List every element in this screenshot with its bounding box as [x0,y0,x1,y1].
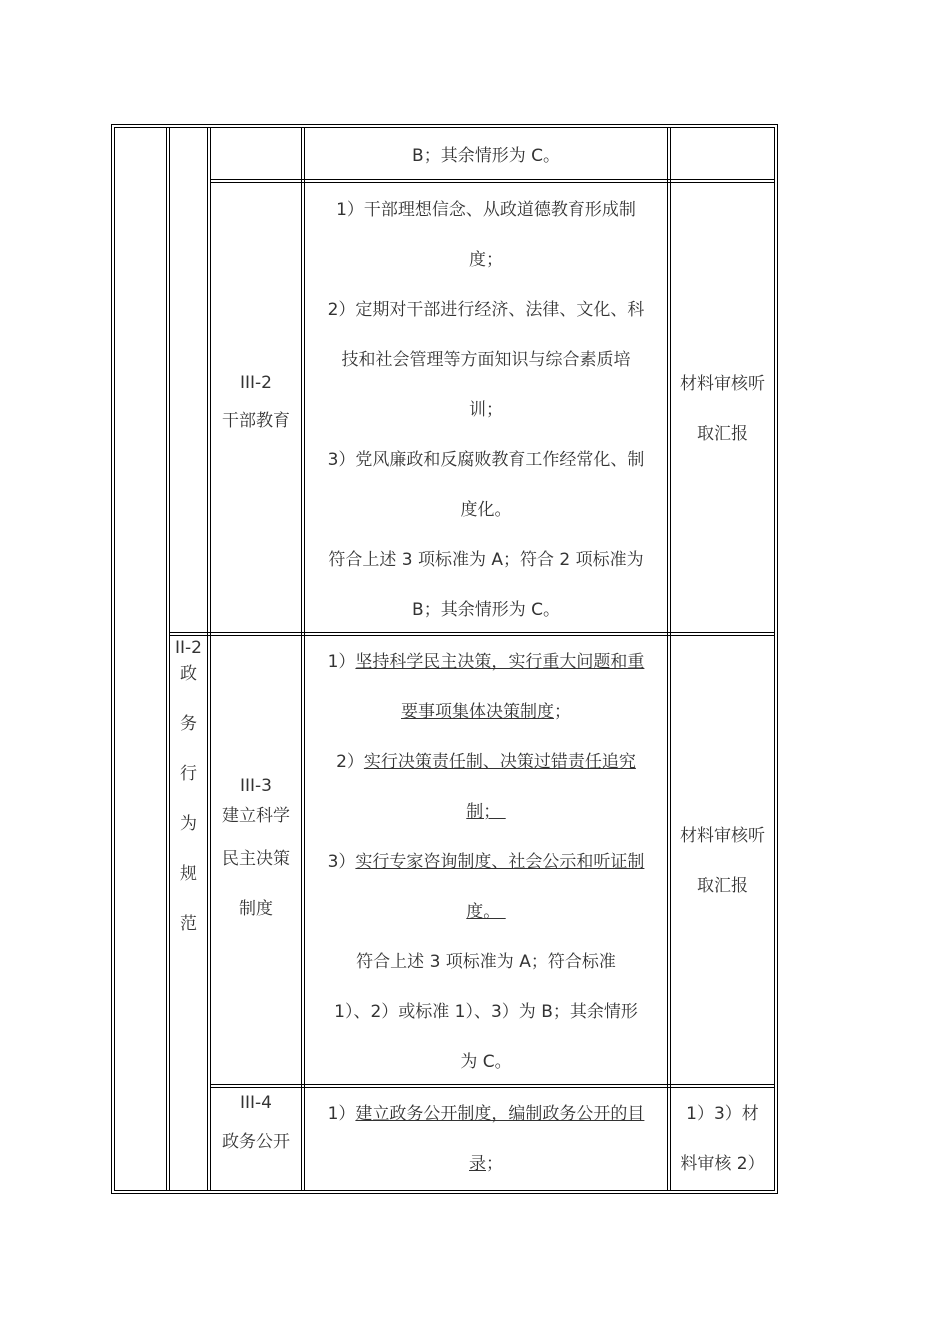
level2-char: 政 [180,664,197,684]
method-cell [671,359,774,459]
criterion-line: 1）、2）或标准 1）、3）为 B；其余情形 [334,1002,638,1022]
criterion-line: 1）干部理想信念、从政道德教育形成制 [336,200,636,220]
method-line: 取汇报 [697,424,748,444]
criterion-line: 3）实行专家咨询制度、社会公示和听证制 [327,852,645,872]
level2-char: 规 [180,864,197,884]
criterion-line: 制； [466,802,506,822]
criterion-line: 技和社会管理等方面知识与综合素质培 [341,350,631,370]
criterion-line: 要事项集体决策制度； [401,702,571,722]
method-line: 1）3）材 [686,1104,759,1124]
level2-cell [170,634,207,974]
criterion-cell [305,185,667,635]
criterion-line: 符合上述 3 项标准为 A；符合 2 项标准为 [328,550,644,570]
indicator-code: III-3 [240,776,272,796]
level2-char: 务 [180,714,197,734]
indicator-name: 制度 [239,899,273,919]
criterion-line: 3）党风廉政和反腐败教育工作经常化、制 [327,450,645,470]
criterion-line: 度化。 [460,500,512,520]
indicator-cell [211,774,301,934]
level2-code: II-2 [175,638,202,658]
indicator-name: 干部教育 [222,411,290,431]
method-cell [671,1089,774,1189]
method-line: 材料审核听 [680,826,765,846]
method-line: 取汇报 [697,876,748,896]
criterion-line: B；其余情形为 C。 [412,146,560,166]
criterion-line: 度； [469,250,503,270]
criterion-line: 为 C。 [460,1052,512,1072]
criterion-line: 1）建立政务公开制度，编制政务公开的目 [327,1104,645,1124]
criterion-line: 2）实行决策责任制、决策过错责任追究 [336,752,636,772]
method-cell [671,811,774,911]
criterion-line: 训； [469,400,503,420]
criterion-line: 1）坚持科学民主决策，实行重大问题和重 [327,652,645,672]
indicator-name: 民主决策 [222,849,290,869]
indicator-code: III-4 [240,1093,272,1113]
criterion-line: 2）定期对干部进行经济、法律、文化、科 [327,300,645,320]
method-line: 材料审核听 [680,374,765,394]
evaluation-table [111,124,778,1194]
indicator-cell [211,1084,301,1164]
indicator-name: 建立科学 [222,806,290,826]
indicator-cell [211,364,301,444]
level2-char: 行 [180,764,197,784]
level2-char: 范 [180,914,197,934]
level2-char: 为 [180,814,197,834]
criterion-line: B；其余情形为 C。 [412,600,560,620]
criterion-line: 度。 [466,902,506,922]
criterion-line: 录； [469,1154,503,1174]
criterion-cell [305,637,667,1087]
indicator-name: 政务公开 [222,1132,290,1152]
criterion-cell [305,131,667,181]
method-line: 料审核 2） [680,1154,765,1174]
criterion-cell [305,1089,667,1189]
indicator-code: III-2 [240,373,272,393]
criterion-line: 符合上述 3 项标准为 A；符合标准 [356,952,616,972]
